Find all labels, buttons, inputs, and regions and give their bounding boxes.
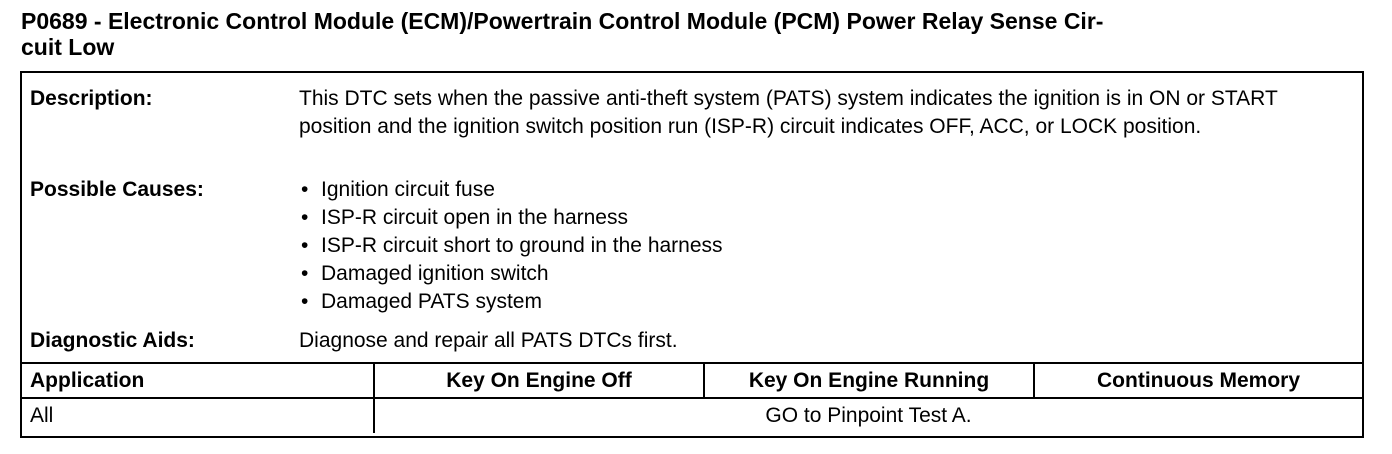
column-header-koeo: Key On Engine Off xyxy=(374,363,704,398)
bullet-icon: • xyxy=(301,234,309,257)
cause-text: ISP-R circuit short to ground in the harness xyxy=(321,234,723,257)
application-cell: All xyxy=(22,398,374,433)
column-header-koer: Key On Engine Running xyxy=(704,363,1034,398)
cause-text: Ignition circuit fuse xyxy=(321,178,495,201)
table-row xyxy=(22,398,1362,433)
cause-text: Damaged PATS system xyxy=(321,290,542,313)
cause-text: ISP-R circuit open in the harness xyxy=(321,206,628,229)
table-header-row xyxy=(22,363,1362,398)
page-title xyxy=(21,8,1371,60)
dtc-info-box xyxy=(20,71,1364,438)
bullet-icon: • xyxy=(301,178,309,201)
list-item xyxy=(299,176,723,204)
title-line-2: cuit Low xyxy=(21,34,115,60)
dtc-details xyxy=(22,73,1362,362)
possible-causes-list xyxy=(299,176,723,316)
bullet-icon: • xyxy=(301,206,309,229)
application-table xyxy=(22,362,1362,433)
column-header-application: Application xyxy=(22,363,374,398)
list-item xyxy=(299,260,723,288)
title-line-1: P0689 - Electronic Control Module (ECM)/Powertrain Control Module (PCM) Power Relay Sense Cir- xyxy=(21,8,1104,34)
diagnostic-aids-text: Diagnose and repair all PATS DTCs first. xyxy=(299,329,678,352)
cause-text: Damaged ignition switch xyxy=(321,262,549,285)
description-text: This DTC sets when the passive anti-theft system (PATS) system indicates the ignition is in ON or START position and the ignition switch position run (ISP-R) circuit indicates OFF, ACC, or LOCK position. xyxy=(299,87,1278,138)
list-item xyxy=(299,232,723,260)
bullet-icon: • xyxy=(301,290,309,313)
possible-causes-label: Possible Causes: xyxy=(30,178,204,201)
list-item xyxy=(299,288,723,316)
action-cell: GO to Pinpoint Test A. xyxy=(374,398,1362,433)
bullet-icon: • xyxy=(301,262,309,285)
list-item xyxy=(299,204,723,232)
column-header-continuous-memory: Continuous Memory xyxy=(1034,363,1362,398)
diagnostic-aids-label: Diagnostic Aids: xyxy=(30,329,195,352)
description-label: Description: xyxy=(30,87,153,110)
